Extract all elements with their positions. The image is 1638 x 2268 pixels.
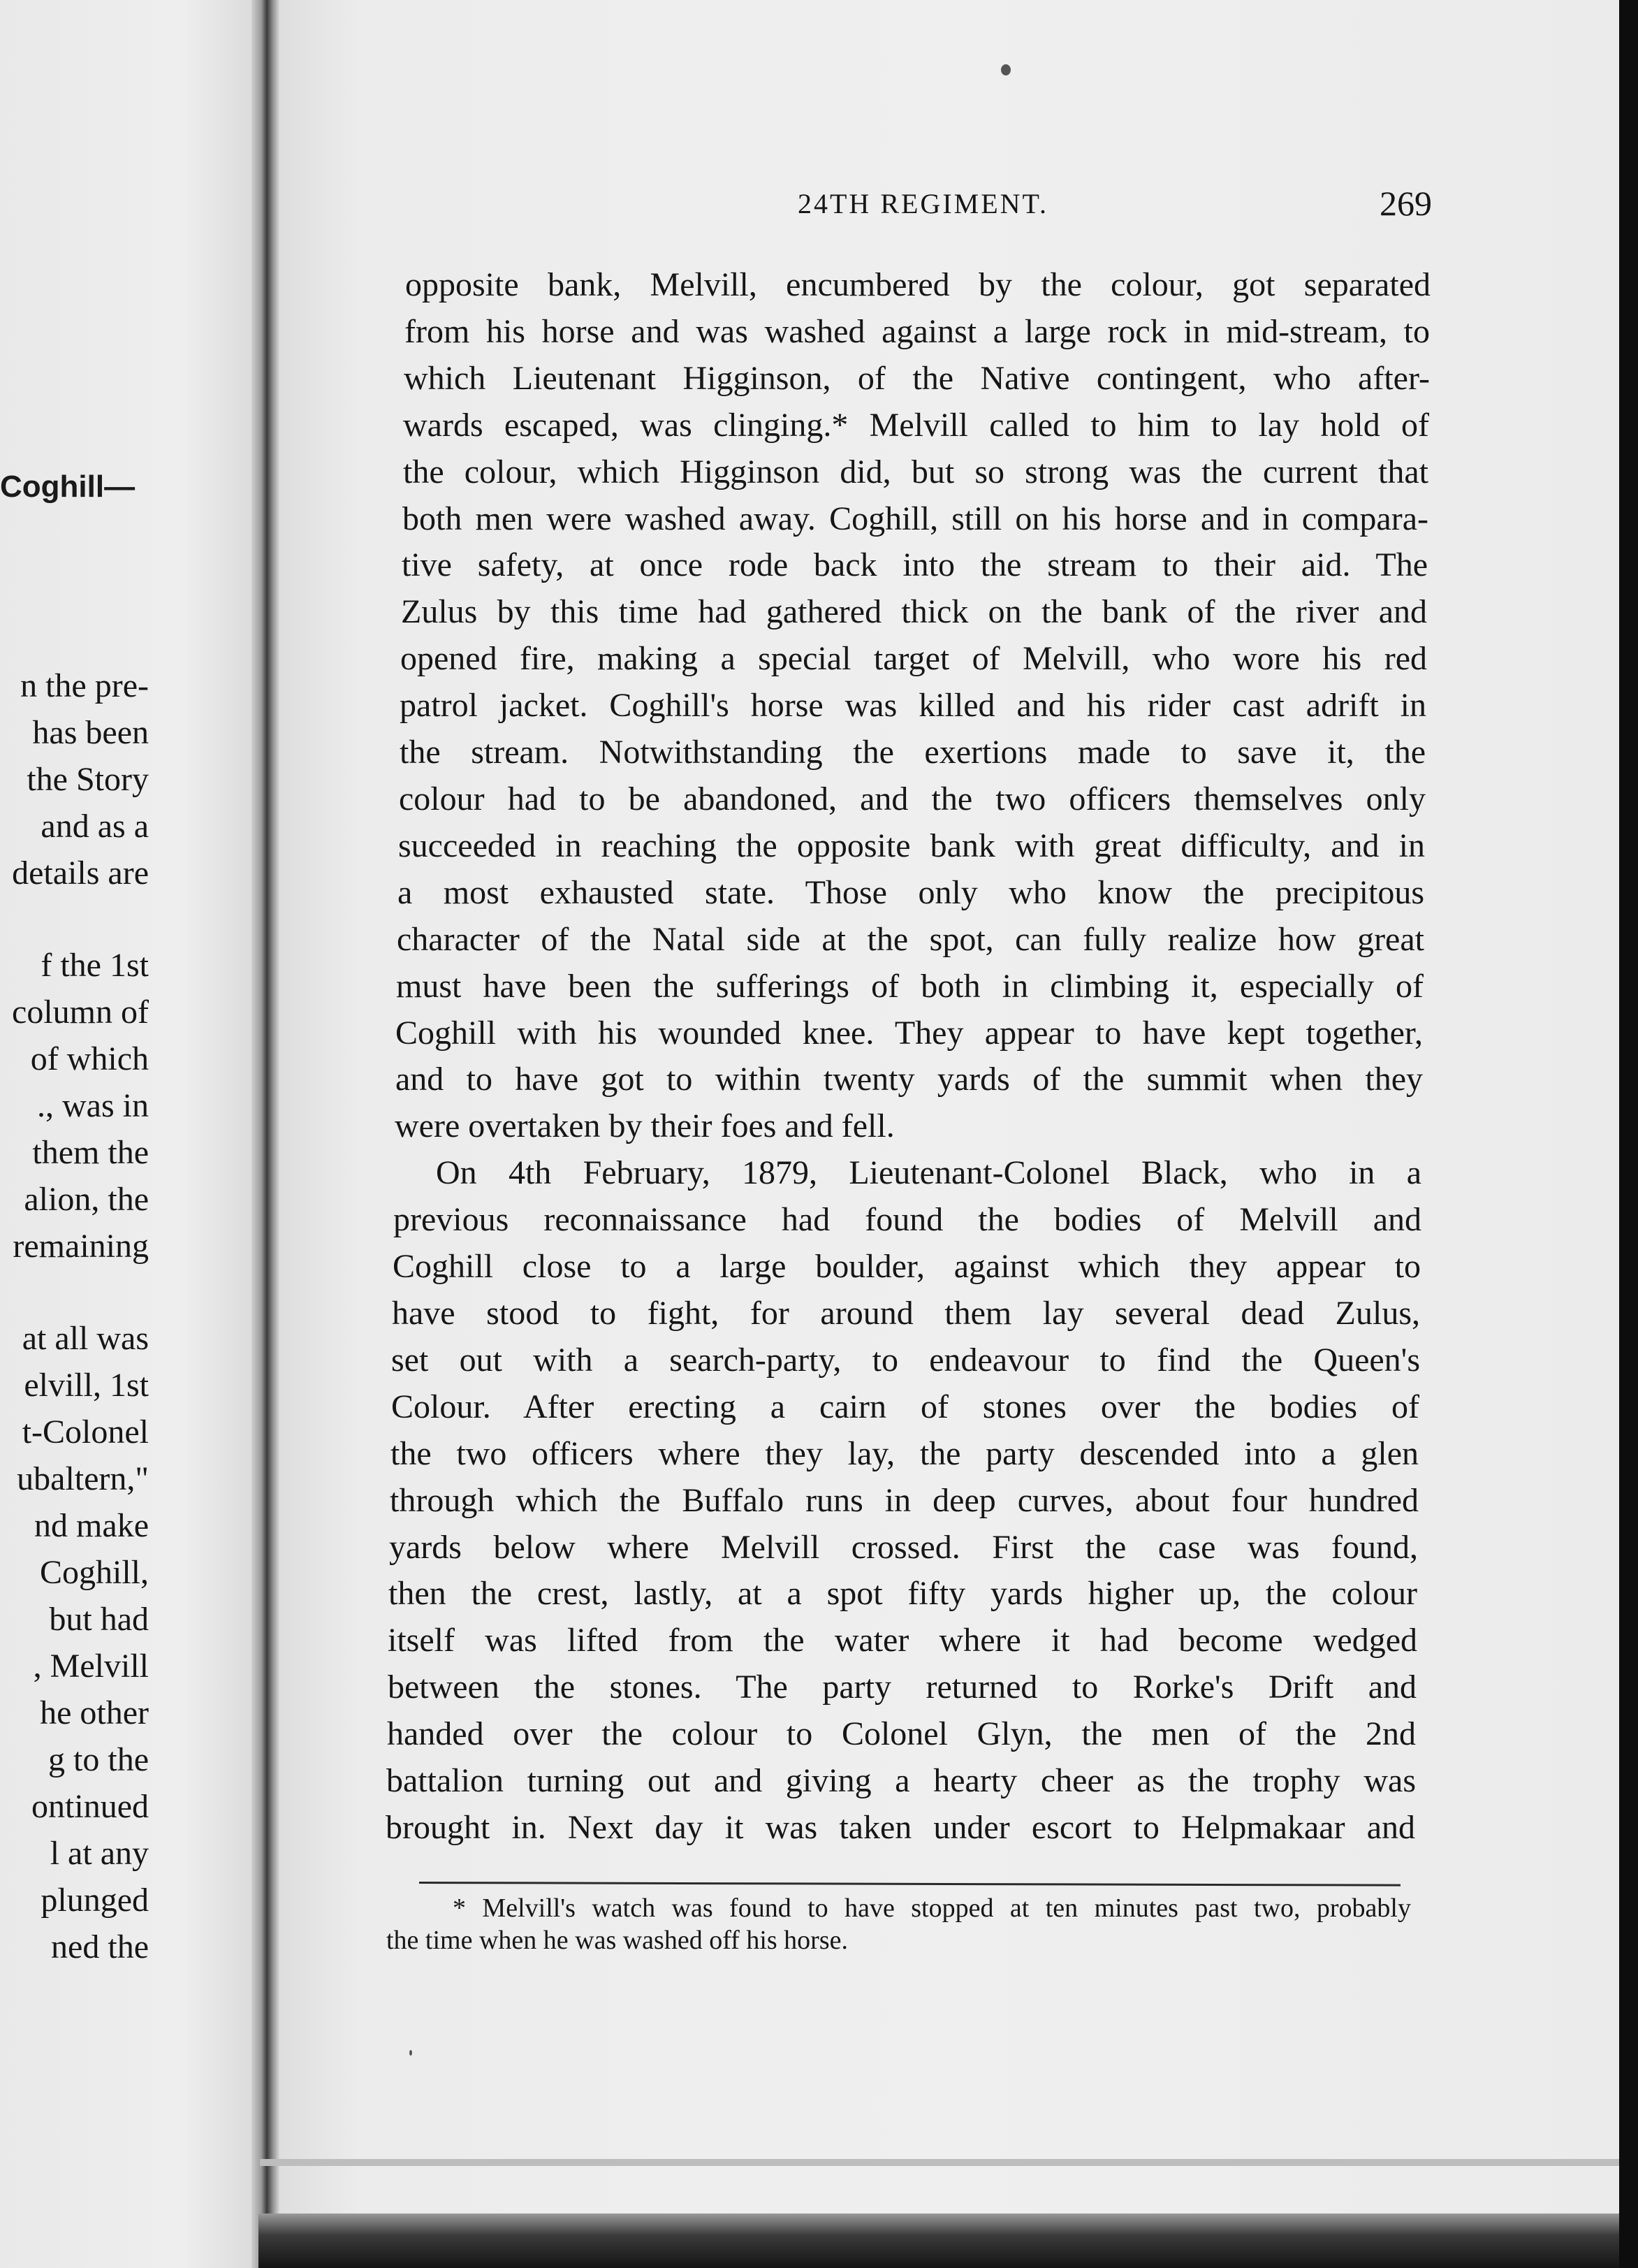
page-bottom-shadow [258, 2214, 1619, 2268]
body-line: and to have got to within twenty yards of the summit when they [395, 1061, 1423, 1098]
body-line: which Lieutenant Higginson, of the Native contingent, who after- [404, 360, 1430, 397]
left-page-line: ubaltern," [17, 1460, 149, 1497]
left-page-line: has been [32, 714, 149, 751]
body-line: must have been the sufferings of both in climbing it, especially of [396, 968, 1424, 1005]
body-line: handed over the colour to Colonel Glyn, the men of the 2nd [387, 1715, 1416, 1752]
body-line: were overtaken by their foes and fell. [395, 1107, 895, 1144]
body-line: a most exhausted state. Those only who know the precipitous [397, 874, 1424, 911]
body-line: then the crest, lastly, at a spot fifty yards higher up, the colour [388, 1575, 1417, 1612]
body-line: Colour. After erecting a cairn of stones over the bodies of [391, 1388, 1419, 1425]
body-line: opposite bank, Melvill, encumbered by the colour, got separated [405, 266, 1431, 303]
footnote-line: the time when he was washed off his horse. [386, 1926, 848, 1955]
left-page-line: at all was [22, 1320, 149, 1357]
left-page-line: he other [40, 1694, 149, 1731]
footnote-line: * Melvill's watch was found to have stopped at ten minutes past two, probably [453, 1893, 1411, 1923]
body-line: patrol jacket. Coghill's horse was killed and his rider cast adrift in [400, 687, 1426, 724]
body-line: battalion turning out and giving a hearty cheer as the trophy was [386, 1762, 1416, 1799]
body-line: set out with a search-party, to endeavour to find the Queen's [391, 1342, 1420, 1379]
left-page-fragment [0, 0, 262, 2268]
body-line: colour had to be abandoned, and the two officers themselves only [399, 780, 1426, 817]
body-line: On 4th February, 1879, Lieutenant-Colonel Black, who in a [436, 1154, 1421, 1191]
body-line: between the stones. The party returned to Rorke's Drift and [388, 1669, 1417, 1706]
running-header: 24TH REGIMENT. [798, 188, 1048, 219]
left-page-line: ., was in [37, 1087, 149, 1124]
left-page-line: but had [49, 1601, 149, 1638]
left-page-line: the Story [27, 761, 149, 798]
left-page-line: ned the [51, 1928, 149, 1965]
left-page-line: t-Colonel [22, 1413, 149, 1451]
left-page-line: n the pre- [20, 667, 149, 704]
body-line: the colour, which Higginson did, but so strong was the current that [403, 453, 1428, 490]
left-page-line: nd make [34, 1507, 149, 1544]
body-line: itself was lifted from the water where it had become wedged [388, 1622, 1417, 1659]
left-page-line: Coghill, [39, 1554, 149, 1591]
body-line: wards escaped, was clinging.* Melvill called to him to lay hold of [403, 407, 1429, 444]
left-page-line: remaining [13, 1228, 149, 1265]
page-number: 269 [1380, 184, 1432, 223]
body-line: previous reconnaissance had found the bodies of Melvill and [393, 1201, 1421, 1238]
left-page-line: alion, the [24, 1181, 149, 1218]
body-line: Coghill close to a large boulder, against which they appear to [393, 1248, 1421, 1285]
body-line: tive safety, at once rode back into the stream to their aid. The [402, 546, 1428, 583]
scan-speck [1001, 64, 1011, 75]
left-page-line: plunged [41, 1882, 149, 1919]
body-line: from his horse and was washed against a large rock in mid-stream, to [404, 313, 1430, 350]
page-bottom-edge [260, 2159, 1619, 2166]
left-page-line: l at any [50, 1835, 149, 1872]
left-page-line: and as a [41, 808, 149, 845]
body-line: the two officers where they lay, the party descended into a glen [390, 1435, 1419, 1472]
left-page-line: ontinued [31, 1788, 149, 1825]
left-page-heading: Coghill— [0, 470, 136, 504]
body-line: Coghill with his wounded knee. They appear to have kept together, [395, 1015, 1423, 1052]
body-line: succeeded in reaching the opposite bank with great difficulty, and in [398, 827, 1425, 864]
body-line: both men were washed away. Coghill, still on his horse and in compara- [402, 500, 1428, 537]
book-gutter [251, 0, 279, 2268]
body-line: character of the Natal side at the spot, can fully realize how great [397, 921, 1424, 958]
left-page-line: g to the [48, 1741, 149, 1778]
body-line: the stream. Notwithstanding the exertions made to save it, the [400, 734, 1426, 771]
body-line: opened fire, making a special target of Melvill, who wore his red [400, 640, 1427, 677]
left-page-line: details are [12, 855, 149, 892]
left-page-line: , Melvill [33, 1648, 149, 1685]
left-page-line: of which [30, 1040, 149, 1077]
body-line: through which the Buffalo runs in deep curves, about four hundred [390, 1482, 1419, 1519]
body-line: brought in. Next day it was taken under escort to Helpmakaar and [386, 1809, 1415, 1846]
left-page-line: elvill, 1st [24, 1367, 149, 1404]
left-page-line: column of [12, 994, 149, 1031]
body-line: yards below where Melvill crossed. First the case was found, [389, 1529, 1418, 1566]
scanner-background [1619, 0, 1638, 2268]
body-line: have stood to fight, for around them lay several dead Zulus, [392, 1295, 1420, 1332]
left-page-line: f the 1st [41, 947, 149, 984]
left-page-line: them the [32, 1134, 149, 1171]
body-line: Zulus by this time had gathered thick on the bank of the river and [401, 593, 1427, 630]
scan-speck [409, 2050, 412, 2056]
